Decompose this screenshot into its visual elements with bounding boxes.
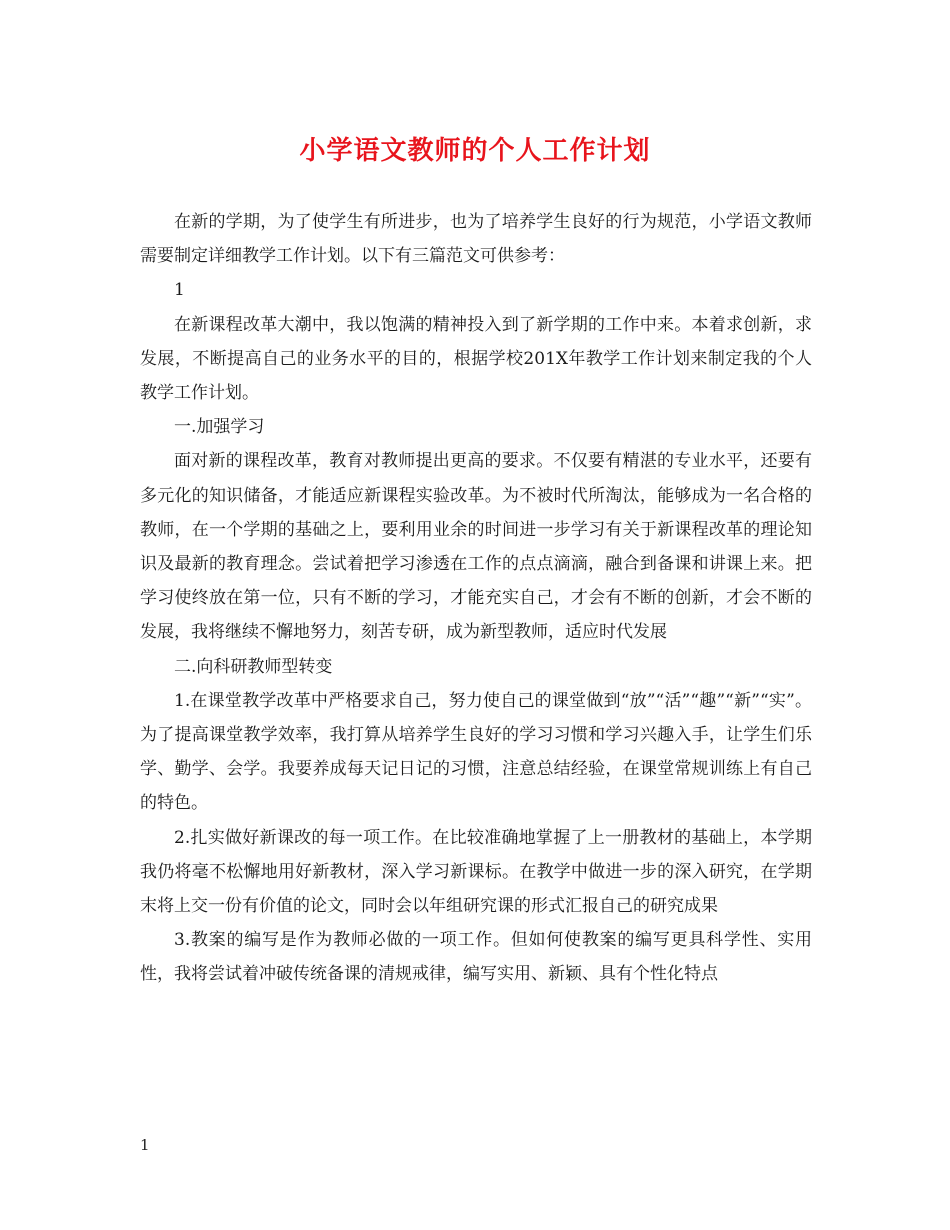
paragraph: 2.扎实做好新课改的每一项工作。在比较准确地掌握了上一册教材的基础上，本学期我仍将毫不松懈地用好新教材，深入学习新课标。在教学中做进一步的深入研究，在学期末将上交一份有价值的论文，同时会以年组研究课的形式汇报自己的研究成果 [140,827,812,917]
paragraph: 面对新的课程改革，教育对教师提出更高的要求。不仅要有精湛的专业水平，还要有多元化的知识储备，才能适应新课程实验改革。为不被时代所淘汰，能够成为一名合格的教师，在一个学期的基础之上，要利用业余的时间进一步学习有关于新课程改革的理论知识及最新的教育理念。尝试着把学习渗透在工作的点点滴滴，融合到备课和讲课上来。把学习使终放在第一位，只有不断的学习，才能充实自己，才会有不断的创新，才会不断的发展，我将继续不懈地努力，刻苦专研，成为新型教师，适应时代发展 [140,451,812,643]
paragraph: 3.教案的编写是作为教师必做的一项工作。但如何使教案的编写更具科学性、实用性，我将尝试着冲破传统备课的清规戒律，编写实用、新颖、具有个性化特点 [140,930,812,985]
section-number: 1 [174,280,185,301]
paragraph-intro: 在新的学期，为了使学生有所进步，也为了培养学生良好的行为规范，小学语文教师需要制定详细教学工作计划。以下有三篇范文可供参考： [140,212,812,267]
page-number: 1 [140,1136,150,1154]
page-title: 小学语文教师的个人工作计划 [299,136,651,166]
section-heading: 一.加强学习 [174,417,265,438]
section-heading: 二.向科研教师型转变 [174,656,333,677]
paragraph: 在新课程改革大潮中，我以饱满的精神投入到了新学期的工作中来。本着求创新，求发展，不断提高自己的业务水平的目的，根据学校201X年教学工作计划来制定我的个人教学工作计划。 [140,314,812,404]
paragraph: 1.在课堂教学改革中严格要求自己，努力使自己的课堂做到“放”“活”“趣”“新”“实”。为了提高课堂教学效率，我打算从培养学生良好的学习习惯和学习兴趣入手，让学生们乐学、勤学、会学。我要养成每天记日记的习惯，注意总结经验，在课堂常规训练上有自己的特色。 [140,690,812,814]
document-body [140,205,812,992]
